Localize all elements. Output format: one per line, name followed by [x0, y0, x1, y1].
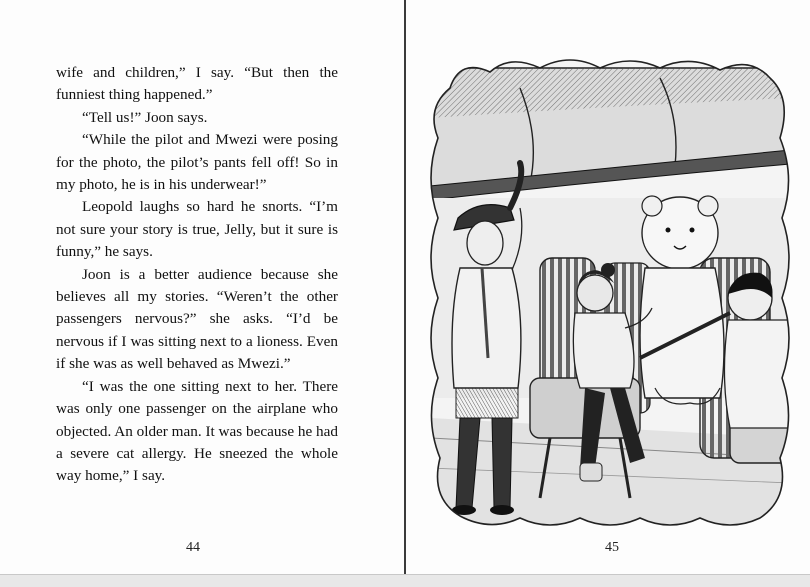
- paragraph: “Tell us!” Joon says.: [82, 108, 208, 126]
- paragraph: “While the pilot and Mwezi were posing for the photo, the pilot’s pants fell off! So in my photo, he is in his underwear!”: [56, 131, 338, 194]
- page-number-right: 45: [605, 540, 619, 555]
- page-number-left: 44: [186, 540, 200, 555]
- left-page: [0, 0, 404, 574]
- left-page-text: [56, 62, 338, 488]
- airplane-cabin-illustration: [430, 58, 790, 528]
- lioness: [640, 196, 730, 404]
- window-bottom-edge: [0, 574, 810, 587]
- paragraph: “I was the one sitting next to her. There was only one passenger on the airplane who objected. An older man. It was because he had a severe cat allergy. He sneezed the whole way home,” I say.: [56, 377, 338, 485]
- paragraph: wife and children,” I say. “But then the funniest thing happened.”: [56, 64, 338, 104]
- paragraph: Joon is a better audience because she believes all my stories. “Weren’t the other passengers nervous?” she asks. “I’d be nervous if I was sitting next to a lioness. Even if she was as well behaved as Mwezi.”: [56, 265, 338, 373]
- paragraph: Leopold laughs so hard he snorts. “I’m not sure your story is true, Jelly, but it sure is funny,” he says.: [56, 198, 338, 261]
